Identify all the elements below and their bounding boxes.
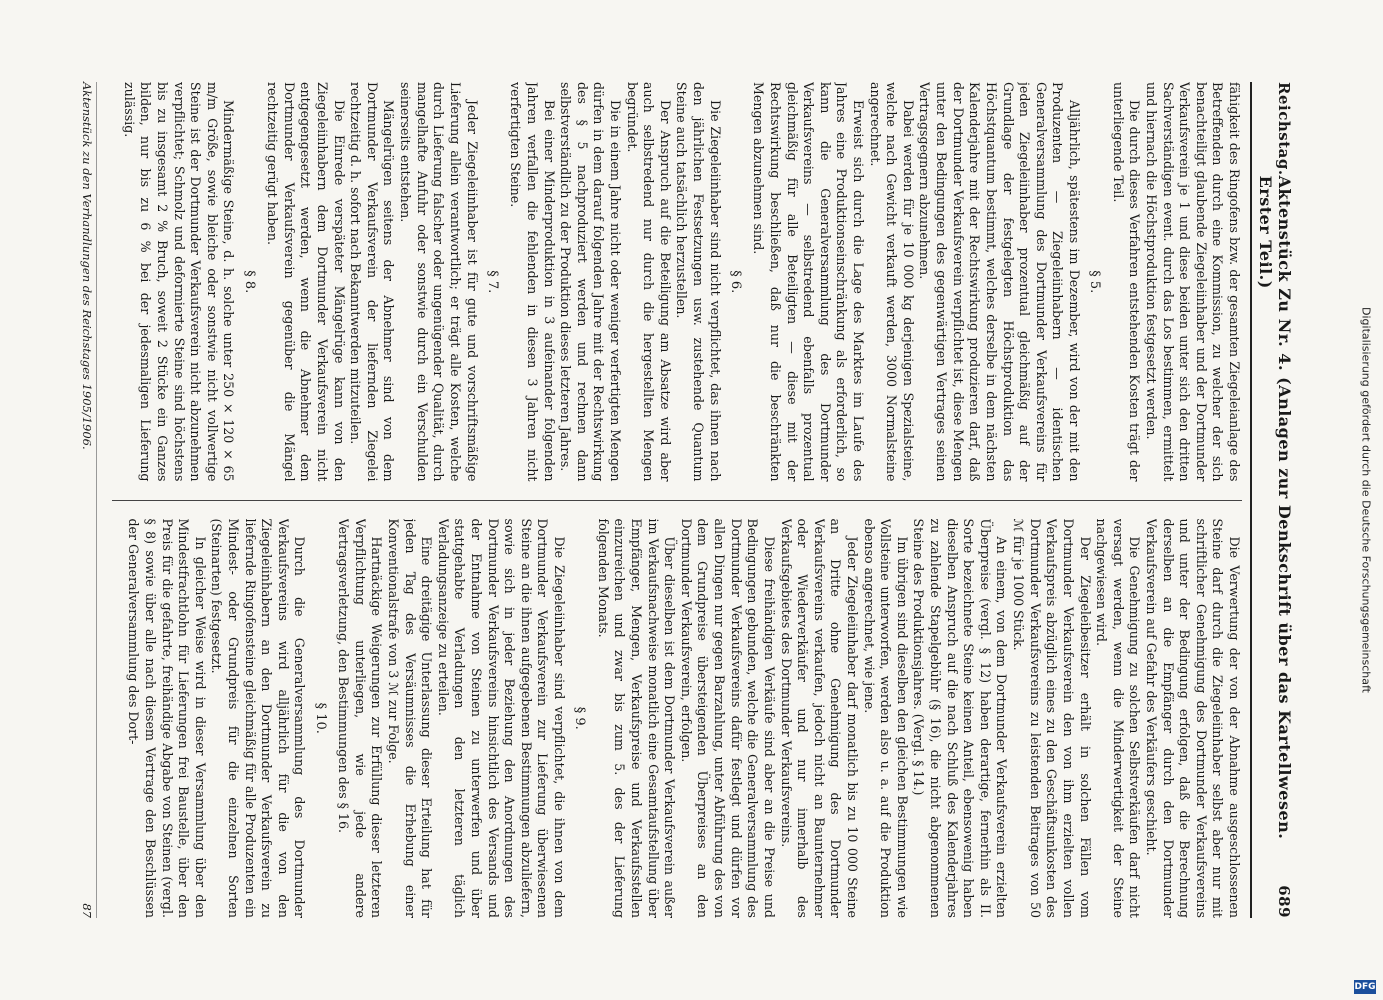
page-header — [1250, 82, 1294, 918]
page-footer — [80, 82, 97, 918]
section-heading: § 7. — [484, 270, 500, 294]
header-left: Reichstag. — [1275, 82, 1293, 176]
paragraph: Die Ziegeleiinhaber sind nicht verpflichtet, das ihnen nach den jährlichen Festsetzungen usw. zustehende Quantum Steine auch tatsächlich herzustellen. — [674, 82, 723, 482]
paragraph: fähigkeit des Ringofens bzw. der gesamten Ziegeleianlage des Betreffenden durch eine Kommission, zu welcher der sich benachteiligt glaubende Ziegeleiinhaber und der Dortmunder Verkaufsverein je 1 und diese beiden unter sich den dritten Sachverständigen event. durch das Los bestimmen, ermittelt und hiernach die Höchstproduktion festgesetzt werden. — [1143, 82, 1242, 482]
paragraph: In gleicher Weise wird in dieser Versammlung über den Mindestfrachtlohn für Lieferungen frei Baustelle, über den Preis für die gefahrte, freihändige Abgabe von Steinen (vergl. § 8) sowie über alle nach diesem Vertrage den Beschlüssen der Generalversammlung des Dort- — [126, 518, 208, 918]
paragraph: Über dieselben ist dem Dortmunder Verkaufsverein außer im Verkaufsnachweise monatlich eine Gesamtaufstellung über Empfänger, Mengen, Verkaufspreise und Verkaufsstellen einzureichen und zwar bis zum 5. des der Lieferung folgenden Monats. — [595, 518, 678, 918]
paragraph: Bei einer Minderproduktion in 3 aufeinander folgenden Jahren verfallen die fehlenden in diesen 3 Jahren nicht verfertigten Steine. — [508, 82, 557, 482]
footer-page-number: 87 — [80, 903, 94, 918]
paragraph: Die Einrede verspäteter Mängelrüge kann von den Ziegeleiinhabern dem Dortmunder Verkaufsverein nicht entgegengesetzt werden, wenn die Abnehmer dem Dortmunder Verkaufsverein gegenüber die Mängel rechtzeitig gerügt haben. — [265, 82, 347, 482]
footer-title: Aktenstück zu den Verhandlungen des Reichstages 1905/1906. — [80, 82, 94, 450]
section-heading: § 10. — [312, 702, 328, 734]
left-column — [112, 82, 1242, 482]
paragraph: Alljährlich, spätestens im Dezember, wird von der mit den Produzenten — Ziegeleiinhabern — identischen Generalversammlung des Dortmunder Verkaufsvereins für jeden Ziegeleiinhaber prozentual gleichmäßig auf der Grundlage der festgelegten Höchstproduktion das Höchstquantum bestimmt, welches derselbe in dem nächsten Kalenderjahre mit der Rechtswirkung produzieren darf, daß der Dortmunder Verkaufsverein verpflichtet ist, diese Mengen unter den Bedingungen des gegenwärtigen Vertrages seinen Vertragsgegnern abzunehmen. — [917, 82, 1082, 482]
digitization-sidebar — [1350, 0, 1383, 1000]
paragraph: Jeder Ziegeleiinhaber darf monatlich bis zu 10 000 Steine an Dritte ohne Genehmigung des Dortmunder Verkaufsvereins verkaufen, jedoch nicht an Baunternehmer oder Wiederverkäufer und nur innerhalb des Verkaufsgebietes des Dortmunder Verkaufsvereins. — [778, 518, 860, 918]
paragraph: Im übrigen sind dieselben den gleichen Bestimmungen wie Vollsteine unterworfen, werden also u. a. auf die Produktion ebenso angerechnet, wie jene. — [861, 518, 910, 918]
text-columns — [112, 82, 1242, 918]
document-page — [72, 60, 1312, 940]
paragraph: Die Verwertung der von der Abnahme ausgeschlossenen Steine darf durch die Ziegeleiinhaber selbst aber nur mit schriftlicher Genehmigung des Dortmunder Verkaufsvereins und unter der Bedingung erfolgen, daß die Berechnung derselben an die Empfänger durch den Dortmunder Verkaufsverein auf Gefahr des Verkäufers geschieht. — [1143, 518, 1242, 918]
paragraph: Der Anspruch auf die Beteiligung am Absatze wird aber auch selbstredend nur durch die hergestellten Mengen begründet. — [624, 82, 673, 482]
section-heading: § 8. — [241, 270, 257, 294]
paragraph: Hartnäckige Weigerungen zur Erfüllung dieser letzteren Verpflichtung unterliegen, wie jede andere Vertragsverletzung, den Bestimmungen des § 16. — [336, 518, 385, 918]
paragraph: Mängelrügen seitens der Abnehmer sind von dem Dortmunder Verkaufsverein der liefernden Ziegelei rechtzeitig d. h. sofort nach Bekanntwerden mitzuteilen. — [348, 82, 397, 482]
paragraph: Die Genehmigung zu solchen Selbstverkäufen darf nicht versagt werden, wenn die Minderwertigkeit der Steine nachgewiesen wird. — [1094, 518, 1143, 918]
paragraph: Eine dreitägige Unterlassung dieser Erteilung hat für jeden Tag des Versäumnisses die Erhebung einer Konventionalstrafe von 3 ℳ zur Folge. — [385, 518, 435, 918]
header-title: Aktenstück Zu Nr. 4. (Anlagen zur Denkschrift über das Kartellwesen. Erster Teil.) — [1256, 175, 1294, 840]
section-heading: § 6. — [727, 270, 743, 294]
digitization-credit: Digitalisierung gefördert durch die Deutsche Forschungsgemeinschaft — [1359, 307, 1373, 693]
paragraph: Jeder Ziegeleiinhaber ist für gute und vorschriftsmäßige Lieferung allein verantwortlich; er trägt alle Kosten, welche durch Lieferung falscher oder ungenügender Qualität, durch mangelhafte Anfuhr oder sonstwie durch ein Verschulden seinerseits entstehen. — [398, 82, 480, 482]
page-number: 689 — [1275, 885, 1293, 918]
dfg-logo: DFG — [1354, 982, 1376, 992]
right-column — [112, 519, 1242, 919]
paragraph: Die Ziegeleiinhaber sind verpflichtet, die ihnen von dem Dortmunder Verkaufsverein zur Lieferung überwiesenen Steine an die ihnen aufgegebenen Bestimmungen abzuliefern, sowie sich in jeder Beziehung den Anordnungen des Dortmunder Verkaufsvereins hinsichtlich des Versands und der Entnahme von Steinen zu unterwerfen und über stattgehabte Verladungen den letzteren täglich Verladungsanzeige zu erteilen. — [435, 518, 568, 918]
paragraph: Die durch dieses Verfahren entstehenden Kosten trägt der unterliegende Teil. — [1110, 82, 1143, 482]
paragraph: An einem, von dem Dortmunder Verkaufsverein erzielten Überpreise (vergl. § 12) haben derartige, fernerhin als II. Sorte bezeichnete Steine keinen Anteil, ebensowenig haben dieselben Anspruch auf die nach Schluß des Kalenderjahres zu zahlende Stapelgebühr (§ 16), die nicht abgenommenen Steine des Produktionsjahres. (Vergl. § 14.) — [911, 518, 1010, 918]
paragraph: Erweist sich durch die Lage des Marktes im Laufe des Jahres eine Produktionseinschränkung als erforderlich, so kann die Generalversammlung des Dortmunder Verkaufsvereins — selbstredend ebenfalls prozentual gleichmäßig für alle Beteiligten — diese mit der Rechtswirkung beschließen, daß nur die beschränkten Mengen abzunehmen sind. — [751, 82, 867, 482]
section-heading: § 9. — [572, 706, 588, 730]
paragraph: Durch die Generalversammlung des Dortmunder Verkaufsvereins wird alljährlich für die von den Ziegeleiinhabern an den Dortmunder Verkaufsverein zu liefernde Ringofensteine gleichmäßig für alle Produzenten ein Mindest- oder Grundpreis für die einzelnen Sorten (Steinarten) festgesetzt. — [209, 518, 308, 918]
paragraph: Die in einem Jahre nicht oder weniger verfertigten Mengen dürfen in dem darauf folgenden Jahre mit der Rechtswirkung des § 5 nachproduziert werden und rechnen dann selbstverständlich zu der Produktion dieses letzteren Jahres. — [558, 82, 623, 482]
paragraph: Mindermäßige Steine, d. h. solche unter 250 × 120 × 65 m/m Größe, sowie bleiche oder sonstwie nicht vollwertige Steine ist der Dortmunder Verkaufsverein nicht abzunehmen verpflichtet; Schmolz und deformierte Steine sind höchstens bis zu insgesamt 2 % Bruch, soweit 2 Stücke ein Ganzes bilden, nur bis zu 6 % bei der jedesmaligen Lieferung zulässig. — [121, 82, 237, 482]
section-heading: § 5. — [1087, 270, 1103, 294]
column-divider — [112, 500, 1242, 501]
paragraph: Dabei werden für je 10 000 kg derjenigen Spezialsteine, welche nach Gewicht verkauft werden, 3000 Normalsteine angerechnet. — [867, 82, 916, 482]
paragraph: Diese freihändigen Verkäufe sind aber an die Preise und Bedingungen gebunden, welche die Generalversammlung des Dortmunder Verkaufsvereins dafür festlegt und dürfen vor allen Dingen nur gegen Barzahlung, unter Abführung des von dem Grundpreise übersteigenden Überpreises an den Dortmunder Verkaufsverein, erfolgen. — [678, 518, 777, 918]
paragraph: Der Ziegeleibesitzer erhält in solchen Fällen vom Dortmunder Verkaufsverein den von ihm erzielten vollen Verkaufspreis abzüglich eines zu den Geschäftsunkosten des Dortmunder Verkaufsvereins zu leistenden Beitrages von 50 ℳ für je 1000 Stück. — [1011, 518, 1093, 918]
